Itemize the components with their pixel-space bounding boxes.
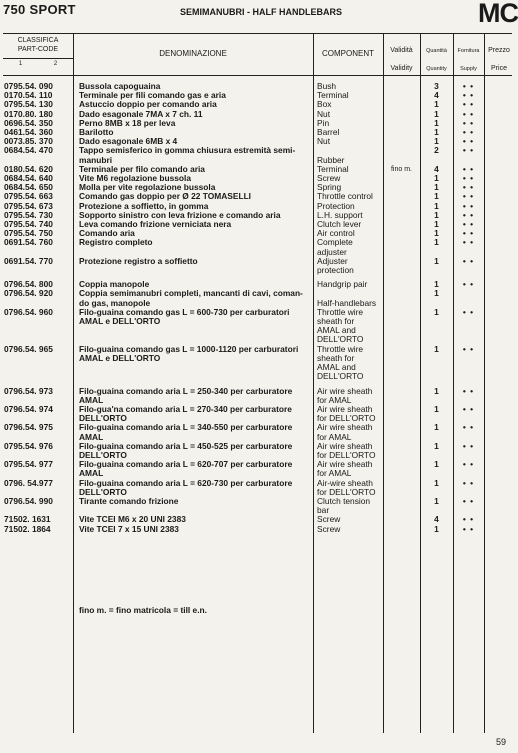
validity-cell — [383, 238, 420, 256]
description-cell: Sopporto sinistro con leva frizione e comando aria — [79, 209, 281, 220]
supply-cell: • • — [462, 99, 475, 110]
brand-mark: MC — [478, 0, 518, 28]
quantity-cell: 4 — [434, 90, 439, 101]
component-cell: Air wire sheath for AMAL — [317, 422, 373, 442]
table-row — [0, 497, 512, 515]
description-cell: Filo-guaina comando gas L = 1000-1120 per carburatori AMAL e DELL'ORTO — [79, 343, 299, 363]
component-cell: Spring — [317, 182, 342, 193]
supply-cell: • • — [462, 228, 475, 239]
validity-cell — [383, 460, 420, 478]
validity-cell — [383, 479, 420, 497]
description-cell: Molla per vite regolazione bussola — [79, 182, 216, 193]
validity-cell — [383, 211, 420, 220]
component-cell: Terminal — [317, 90, 349, 101]
part-code-cell: 0795.54. 673 — [4, 200, 53, 211]
price-cell — [484, 238, 512, 256]
table-row — [0, 387, 512, 405]
quantity-cell: 1 — [434, 200, 439, 211]
description-cell: Bussola capoguaina — [79, 81, 161, 91]
description-cell: Coppia semimanubri completi, mancanti di cavi, coman- do gas, manopole — [79, 288, 303, 308]
supply-cell: • • — [462, 127, 475, 138]
supply-cell: • • — [462, 385, 475, 396]
part-code-cell: 0795.54. 740 — [4, 219, 53, 230]
part-code-cell: 0684.54. 470 — [4, 145, 53, 156]
price-cell — [484, 119, 512, 128]
description-cell: Filo-gua'na comando aria L = 270-340 per carburatore DELL'ORTO — [79, 403, 292, 424]
price-cell — [484, 82, 512, 91]
part-code-cell: 0795.54. 090 — [4, 81, 53, 91]
price-cell — [484, 497, 512, 515]
price-cell — [484, 345, 512, 382]
component-cell: Air wire sheath for DELL'ORTO — [317, 403, 376, 424]
description-cell: Comando gas doppio per Ø 22 TOMASELLI — [79, 191, 252, 202]
quantity-cell: 1 — [434, 477, 439, 488]
part-code-cell: 0795.54. 977 — [4, 459, 53, 470]
validity-cell — [383, 442, 420, 460]
part-code-cell: 71502. 1631 — [4, 514, 51, 525]
quantity-cell: 1 — [434, 173, 439, 184]
table-row — [0, 289, 512, 307]
quantity-cell: 3 — [434, 81, 439, 91]
header-supply-en: Supply — [460, 66, 477, 72]
quantity-cell: 1 — [434, 422, 439, 433]
component-cell: Nut — [317, 136, 331, 147]
component-cell: Air wire sheath for DELL'ORTO — [317, 440, 376, 460]
component-cell: Air wire sheath for AMAL — [317, 385, 373, 405]
header-code-line1: CLASSIFICA — [17, 37, 59, 44]
supply-cell: • • — [462, 173, 475, 184]
component-cell: Adjuster protection — [317, 255, 354, 276]
description-cell: Comando aria — [79, 228, 135, 239]
section-title: SEMIMANUBRI - HALF HANDLEBARS — [180, 7, 342, 17]
component-cell: Complete adjuster — [317, 237, 353, 257]
quantity-cell: 1 — [434, 219, 439, 230]
component-cell: Air-wire sheath for DELL'ORTO — [317, 477, 376, 497]
component-cell: L.H. support — [317, 209, 363, 220]
price-cell — [484, 257, 512, 275]
description-cell: Filo-guaina comando aria L = 620-730 per carburatore DELL'ORTO — [79, 477, 293, 497]
part-code-cell: 0170.54. 110 — [4, 90, 53, 101]
quantity-cell: 1 — [434, 136, 439, 147]
description-cell: Dado esagonale 6MB x 4 — [79, 136, 178, 147]
supply-cell: • • — [462, 145, 475, 156]
header-sub2: 2 — [53, 61, 58, 67]
price-cell — [484, 280, 512, 289]
header-fornitura: Fornitura — [457, 48, 480, 54]
description-cell: Terminale per filo comando aria — [79, 163, 205, 174]
component-cell: Nut — [317, 108, 331, 119]
validity-cell — [383, 423, 420, 441]
description-cell: Filo-guaina comando aria L = 250-340 per carburatore AMAL — [79, 385, 293, 405]
table-row — [0, 257, 512, 275]
supply-cell: • • — [462, 403, 475, 414]
description-cell: Vite TCEI 7 x 15 UNI 2383 — [79, 523, 179, 534]
supply-cell: • • — [462, 459, 475, 470]
quantity-cell: 4 — [434, 163, 439, 174]
price-cell — [484, 525, 512, 534]
part-code-cell: 0796.54. 973 — [4, 385, 53, 396]
description-cell: Protezione a soffietto, in gomma — [79, 200, 209, 211]
price-cell — [484, 442, 512, 460]
parts-table-body — [0, 82, 512, 534]
supply-cell: • • — [462, 514, 475, 525]
table-row — [0, 442, 512, 460]
part-code-cell: 0691.54. 770 — [4, 255, 53, 266]
price-cell — [484, 515, 512, 524]
part-code-cell: 0795.54. 130 — [4, 99, 53, 110]
part-code-cell: 0796.54. 965 — [4, 343, 53, 354]
quantity-cell: 1 — [434, 343, 439, 354]
supply-cell: • • — [462, 306, 475, 317]
price-cell — [484, 183, 512, 192]
part-code-cell: 0796. 54.977 — [4, 477, 53, 488]
header-validity-en: Validity — [390, 65, 413, 72]
price-cell — [484, 479, 512, 497]
price-cell — [484, 137, 512, 146]
footnote: fino m. = fino matricola = till e.n. — [79, 605, 207, 615]
component-cell: Screw — [317, 514, 341, 525]
part-code-cell: 0180.54. 620 — [4, 163, 53, 174]
supply-cell: • • — [462, 163, 475, 174]
table-row — [0, 146, 512, 164]
part-code-cell: 0696.54. 350 — [4, 117, 53, 128]
quantity-cell: 1 — [434, 99, 439, 110]
header-validity — [383, 42, 420, 78]
price-cell — [484, 91, 512, 100]
component-cell: Pin — [317, 117, 330, 128]
part-code-cell: 0684.54. 640 — [4, 173, 53, 184]
validity-cell — [383, 308, 420, 345]
part-code-cell: 0073.85. 370 — [4, 136, 53, 147]
validity-cell — [383, 183, 420, 192]
part-code-cell: 0684.54. 650 — [4, 182, 53, 193]
quantity-cell: 1 — [434, 495, 439, 506]
table-row — [0, 423, 512, 441]
component-cell: Half-handlebars — [317, 297, 377, 308]
header-component: COMPONENT — [322, 49, 374, 58]
supply-cell: • • — [462, 523, 475, 534]
quantity-cell: 1 — [434, 279, 439, 290]
validity-cell — [383, 91, 420, 100]
validity-cell — [383, 202, 420, 211]
component-cell: Terminal — [317, 163, 349, 174]
description-cell: Filo-guaina comando aria L = 340-550 per carburatore AMAL — [79, 422, 293, 442]
header-prezzo: Prezzo — [488, 47, 510, 54]
validity-cell — [383, 280, 420, 289]
header-denominazione: DENOMINAZIONE — [159, 49, 227, 58]
part-code-cell: 0796.54. 975 — [4, 422, 53, 433]
table-row — [0, 308, 512, 345]
description-cell: Coppia manopole — [79, 279, 150, 290]
description-cell: Barilotto — [79, 127, 114, 138]
component-cell: Screw — [317, 523, 341, 534]
supply-cell: • • — [462, 495, 475, 506]
price-cell — [484, 423, 512, 441]
header-validita: Validità — [390, 47, 413, 54]
component-cell: Air wire sheath for AMAL — [317, 459, 373, 479]
table-row — [0, 525, 512, 534]
supply-cell: • • — [462, 90, 475, 101]
component-cell: Throttle wire sheath for AMAL and DELL'ORTO — [317, 343, 364, 382]
supply-cell: • • — [462, 279, 475, 290]
quantity-cell: 1 — [434, 255, 439, 266]
supply-cell: • • — [462, 200, 475, 211]
description-cell: Filo-guaina comando aria L = 450-525 per carburatore DELL'ORTO — [79, 440, 293, 460]
model-title: 750 SPORT — [3, 2, 76, 17]
price-cell — [484, 202, 512, 211]
price-cell — [484, 220, 512, 229]
description-cell: Vite TCEI M6 x 20 UNI 2383 — [79, 514, 186, 525]
quantity-cell: 1 — [434, 182, 439, 193]
validity-cell — [383, 257, 420, 275]
validity-cell — [383, 146, 420, 164]
price-cell — [484, 165, 512, 174]
part-code-cell: 0170.80. 180 — [4, 108, 53, 119]
component-cell: Rubber — [317, 154, 345, 165]
price-cell — [484, 229, 512, 238]
description-cell: Vite M6 regolazione bussola — [79, 173, 192, 184]
supply-cell: • • — [462, 182, 475, 193]
validity-cell — [383, 497, 420, 515]
description-cell: Astuccio doppio per comando aria — [79, 99, 217, 110]
component-cell: Air control — [317, 228, 355, 239]
part-code-cell: 0796.54. 800 — [4, 279, 53, 290]
supply-cell — [453, 289, 484, 307]
header-supply — [453, 42, 484, 78]
supply-cell: • • — [462, 81, 475, 91]
validity-cell: fino m. — [390, 165, 412, 173]
price-cell — [484, 460, 512, 478]
supply-cell: • • — [462, 440, 475, 451]
quantity-cell: 1 — [434, 306, 439, 317]
validity-cell — [383, 289, 420, 307]
description-cell: Terminale per fili comando gas e aria — [79, 90, 226, 101]
supply-cell: • • — [462, 477, 475, 488]
part-code-cell: 0796.54. 990 — [4, 495, 53, 506]
price-cell — [484, 174, 512, 183]
component-cell: Box — [317, 99, 332, 110]
supply-cell: • • — [462, 108, 475, 119]
quantity-cell: 1 — [434, 228, 439, 239]
part-code-cell: 0461.54. 360 — [4, 127, 53, 138]
validity-cell — [383, 137, 420, 146]
part-code-cell: 0691.54. 760 — [4, 237, 53, 248]
validity-cell — [383, 405, 420, 423]
header-code-line2: PART-CODE — [17, 46, 59, 53]
validity-cell — [383, 192, 420, 201]
price-cell — [484, 211, 512, 220]
validity-cell — [383, 110, 420, 119]
part-code-cell: 71502. 1864 — [4, 523, 51, 534]
header-price-en: Price — [491, 65, 507, 72]
description-cell: Filo-guaina comando gas L = 600-730 per carburatori AMAL e DELL'ORTO — [79, 306, 290, 327]
component-cell: Handgrip pair — [317, 279, 368, 290]
part-code-cell: 0795.54. 750 — [4, 228, 53, 239]
quantity-cell: 4 — [434, 514, 439, 525]
quantity-cell: 1 — [434, 440, 439, 451]
quantity-cell: 1 — [434, 209, 439, 220]
quantity-cell: 1 — [434, 523, 439, 534]
quantity-cell: 1 — [434, 237, 439, 248]
part-code-cell: 0796.54. 960 — [4, 306, 53, 317]
supply-cell: • • — [462, 219, 475, 230]
supply-cell: • • — [462, 255, 475, 266]
price-cell — [484, 387, 512, 405]
quantity-cell: 1 — [434, 117, 439, 128]
price-cell — [484, 128, 512, 137]
header-sub1: 1 — [18, 61, 23, 67]
description-cell: Tappo semisferico in gomma chiusura estremità semi- manubri — [79, 145, 296, 165]
part-code-cell: 0796.54. 974 — [4, 403, 53, 414]
quantity-cell: 1 — [434, 108, 439, 119]
quantity-cell: 1 — [434, 191, 439, 202]
component-cell: Bush — [317, 81, 337, 91]
supply-cell: • • — [462, 117, 475, 128]
table-row — [0, 479, 512, 497]
description-cell: Protezione registro a soffietto — [79, 255, 198, 266]
price-cell — [484, 192, 512, 201]
header-quantity-en: Quantity — [426, 66, 447, 72]
description-cell: Tirante comando frizione — [79, 495, 179, 506]
price-cell — [484, 146, 512, 164]
validity-cell — [383, 515, 420, 524]
component-cell: Clutch lever — [317, 219, 362, 230]
quantity-cell: 1 — [434, 288, 439, 299]
price-cell — [484, 308, 512, 345]
quantity-cell: 2 — [434, 145, 439, 156]
validity-cell — [383, 174, 420, 183]
quantity-cell: 1 — [434, 403, 439, 414]
validity-cell — [383, 82, 420, 91]
supply-cell: • • — [462, 209, 475, 220]
quantity-cell: 1 — [434, 385, 439, 396]
price-cell — [484, 289, 512, 307]
validity-cell — [383, 128, 420, 137]
table-row — [0, 405, 512, 423]
supply-cell: • • — [462, 237, 475, 248]
validity-cell — [383, 220, 420, 229]
supply-cell: • • — [462, 191, 475, 202]
validity-cell — [383, 100, 420, 109]
table-row — [0, 460, 512, 478]
header-price — [484, 42, 514, 78]
validity-cell — [383, 387, 420, 405]
part-code-cell: 0795.54. 663 — [4, 191, 53, 202]
part-code-cell: 0796.54. 920 — [4, 288, 53, 299]
validity-cell — [383, 229, 420, 238]
description-cell: Registro completo — [79, 237, 153, 248]
price-cell — [484, 405, 512, 423]
description-cell: Perno 8MB x 18 per leva — [79, 117, 176, 128]
table-row — [0, 238, 512, 256]
header-quantity — [420, 42, 453, 78]
header-part-code — [3, 36, 73, 69]
price-cell — [484, 110, 512, 119]
supply-cell: • • — [462, 422, 475, 433]
page-number: 59 — [495, 737, 506, 747]
description-cell: Filo-guaina comando aria L = 620-707 per carburatore AMAL — [79, 459, 293, 479]
quantity-cell: 1 — [434, 459, 439, 470]
component-cell: Throttle control — [317, 191, 373, 202]
part-code-cell: 0795.54. 976 — [4, 440, 53, 451]
description-cell: Leva comando frizione verniciata nera — [79, 219, 232, 230]
supply-cell: • • — [462, 343, 475, 354]
quantity-cell: 1 — [434, 127, 439, 138]
description-cell: Dado esagonale 7MA x 7 ch. 11 — [79, 108, 203, 119]
supply-cell: • • — [462, 136, 475, 147]
part-code-cell: 0795.54. 730 — [4, 209, 53, 220]
component-cell: Throttle wire sheath for AMAL and DELL'ORTO — [317, 306, 364, 345]
validity-cell — [383, 345, 420, 382]
price-cell — [484, 100, 512, 109]
header-quantita: Quantità — [426, 48, 447, 54]
validity-cell — [383, 525, 420, 534]
component-cell: Clutch tension bar — [317, 495, 371, 516]
component-cell: Protection — [317, 200, 355, 211]
validity-cell — [383, 119, 420, 128]
table-row — [0, 345, 512, 382]
component-cell: Screw — [317, 173, 341, 184]
component-cell: Barrel — [317, 127, 340, 138]
